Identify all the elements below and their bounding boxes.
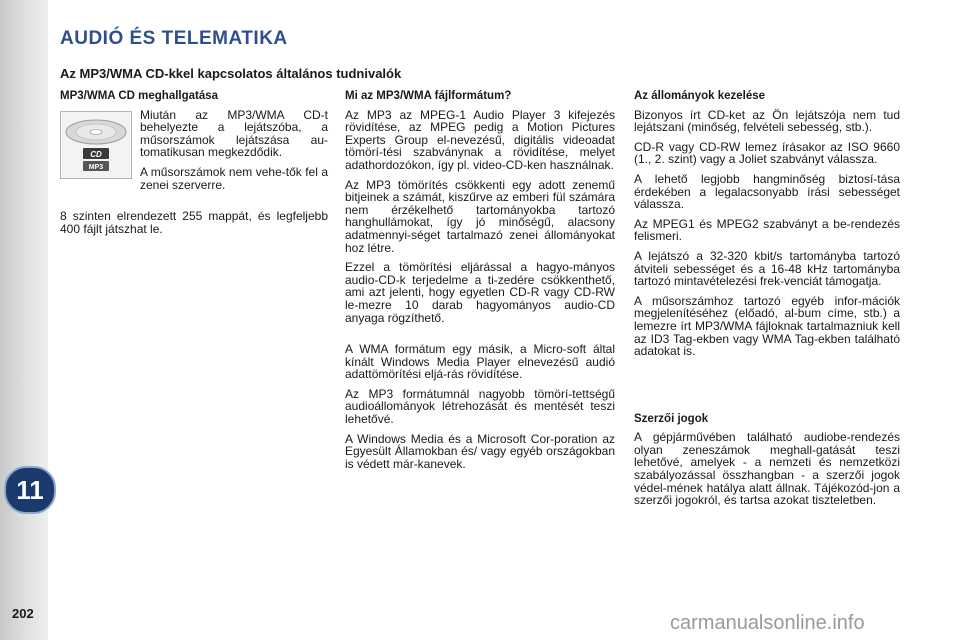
column-3 [634, 90, 900, 514]
column-1 [60, 90, 328, 242]
cd-text [140, 109, 328, 199]
col1-p2: A műsorszámok nem vehe-tők fel a zenei szerverre. [140, 164, 328, 192]
col3-p3: A lehető legjobb hangminőség biztosí-tása érdekében a legalacsonyabb írási sebességet válassza. [634, 171, 900, 212]
page-number: 202 [12, 606, 34, 621]
col2-p3: Ezzel a tömörítési eljárással a hagyo-mányos audio-CD-k terjedelme a ti-zedére csökkenthető, ami azt jelenti, hogy egyetlen CD-R vagy CD-RW le-mezre 10 darab hagyományos audio-CD anyaga rögzíthető. [345, 260, 615, 325]
col2-p1: Az MP3 az MPEG-1 Audio Player 3 kifejezés rövidítése, az MPEG pedig a Motion Pictures Experts Group el-nevezésű, digitális videoadat tömörí-tési szabványnak a rövidítése, melyet adathordozókon, így pl. video-CD-ken használnak. [345, 107, 615, 172]
spacer [634, 365, 900, 413]
col1-p1: Miután az MP3/WMA CD-t behelyezte a lejátszóba, a műsorszámok lejátszása au-tomatikusan megkezdődik. [140, 107, 328, 160]
section-title: Az MP3/WMA CD-kkel kapcsolatos általános tudnivalók [60, 66, 402, 81]
watermark: carmanualsonline.info [670, 612, 865, 634]
mp3-label: MP3 [88, 163, 104, 171]
col2-p6: A Windows Media és a Microsoft Cor-poration az Egyesült Államokban és/ vagy egyéb országokban is védett már-kanevek. [345, 431, 615, 471]
cd-logo: CD [90, 149, 102, 159]
col3-p2: CD-R vagy CD-RW lemez írásakor az ISO 9660 (1., 2. szint) vagy a Joliet szabványt válassza. [634, 139, 900, 167]
cd-disc-icon [61, 112, 131, 178]
column-2 [345, 90, 615, 477]
col2-heading: Mi az MP3/WMA fájlformátum? [345, 90, 512, 102]
col1-p3: 8 szinten elrendezett 255 mappát, és legfeljebb 400 fájlt játszhat le. [60, 209, 328, 236]
col2-p4: A WMA formátum egy másik, a Micro-soft által kínált Windows Media Player elnevezésű audió adattömörítési eljá-rás rövidítése. [345, 342, 615, 382]
col3-p5: A lejátszó a 32-320 kbit/s tartományba tartozó átviteli sebességet és a 16-48 kHz tartományba tartozó mintavételezési frek-venciát támogatja. [634, 248, 900, 289]
page-title: AUDIÓ ÉS TELEMATIKA [60, 28, 288, 49]
cd-row [60, 109, 328, 199]
col3-heading: Az állományok kezelése [634, 90, 766, 102]
col3-heading-copyright: Szerzői jogok [634, 412, 709, 425]
col1-heading: MP3/WMA CD meghallgatása [60, 90, 219, 102]
col3-p4: Az MPEG1 és MPEG2 szabványt a be-rendezés felismeri. [634, 216, 900, 244]
col3-p6: A műsorszámhoz tartozó egyéb infor-mációk megjelenítéséhez (előadó, al-bum címe, stb.) a lemezre írt MP3/WMA fájloknak tartalmazniuk kell az ID3 Tag-ekben vagy WMA Tag-ekben található adatokat is. [634, 293, 900, 359]
col2-p5: Az MP3 formátumnál nagyobb tömörí-tettségű audioállományok létrehozását és mentését teszi lehetővé. [345, 386, 615, 427]
col2-p2: Az MP3 tömörítés csökkenti egy adott zenemű bitjeinek a számát, kiszűrve az emberi fül számára nem érzékelhető tartományokba tartozó hanghullámokat, így jó minőségű, alacsony adatmennyi-séget tartalmazó zenei állományokat hoz létre. [345, 177, 615, 255]
left-sidebar-band [0, 0, 48, 640]
col3-p1: Bizonyos írt CD-ket az Ön lejátszója nem tud lejátszani (minőség, felvételi sebesség, stb.). [634, 107, 900, 135]
cd-mp3-icon [60, 111, 132, 179]
col3-p7: A gépjárművében található audiobe-rendezés olyan zeneszámok meghall-gatását teszi lehetővé, amelyek - a nemzeti és nemzetközi szabályozással összhangban - a szerzői jogok védel-mének hatálya alatt állnak. Tájékozód-jon a szerzői jogokról, és tartsa azokat tiszteletben. [634, 430, 900, 508]
chapter-badge: 11 [4, 466, 56, 514]
